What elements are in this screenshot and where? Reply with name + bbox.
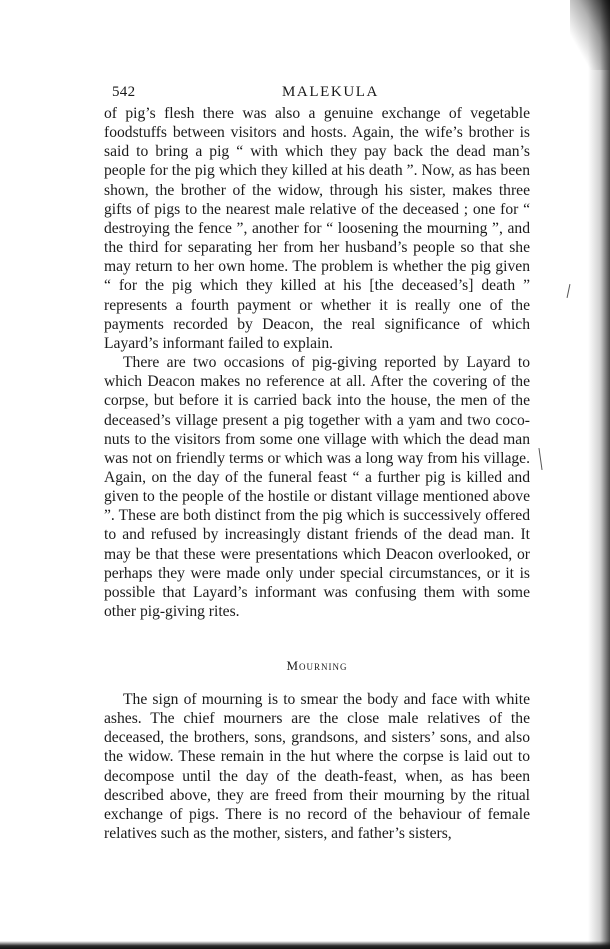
- scan-edge-right: [588, 0, 610, 949]
- body-text: [104, 104, 530, 621]
- page-number: 542: [112, 84, 136, 100]
- section-heading: Mourning: [286, 658, 348, 673]
- running-head: [112, 84, 532, 106]
- section-body-text: [104, 690, 530, 843]
- scan-edge-bottom: [0, 941, 610, 949]
- margin-bracket-mark: [538, 448, 542, 470]
- paragraph-continuation: of pig’s flesh there was also a genuine exchange of vegetable foodstuffs between visitors and hosts. Again, the wife’s brother is said to bring a pig “ with which they pay back the dead man’s people for the pig which they killed at his death ”. Now, as has been shown, the brother of the widow, through his sister, makes three gifts of pigs to the nearest male relative of the deceased ; one for “ destroying the fence ”, another for “ loosening the mourning ”, and the third for separating her from her husband’s people so that she may return to her own home. The problem is whether the pig given “ for the pig which they killed at his [the deceased’s] death ” represents a fourth payment or whether it is really one of the payments recorded by Deacon, the real significance of which Layard’s informant failed to explain.: [104, 105, 530, 352]
- running-title: MALEKULA: [282, 84, 379, 100]
- paragraph-pig-giving: There are two occasions of pig-giving reported by Layard to which Deacon makes no reference at all. After the covering of the corpse, but before it is carried back into the house, the men of the deceased’s village present a pig together with a yam and two coco-nuts to the visitors from some one village with which the dead man was not on friendly terms or which was a long way from his village. Again, on the day of the funeral feast “ a further pig is killed and given to the people of the hostile or distant village mentioned above ”. These are both distinct from the pig which is successively offered to and refused by increasingly distant friends of the dead man. It may be that these were presentations which Deacon overlooked, or perhaps they were made only under special circumstances, or it is possible that Layard’s informant was confusing them with some other pig-giving rites.: [104, 354, 530, 621]
- margin-pencil-mark: [567, 284, 571, 298]
- scan-edge-corner: [570, 0, 610, 70]
- paragraph-mourning: The sign of mourning is to smear the body and face with white ashes. The chief mourners are the close male relatives of the deceased, the brothers, sons, grandsons, and sisters’ sons, and also the widow. These remain in the hut where the corpse is laid out to decompose until the day of the death-feast, when, as has been described above, they are freed from their mourning by the ritual exchange of pigs. There is no record of the behaviour of female relatives such as the mother, sisters, and father’s sisters,: [104, 691, 530, 843]
